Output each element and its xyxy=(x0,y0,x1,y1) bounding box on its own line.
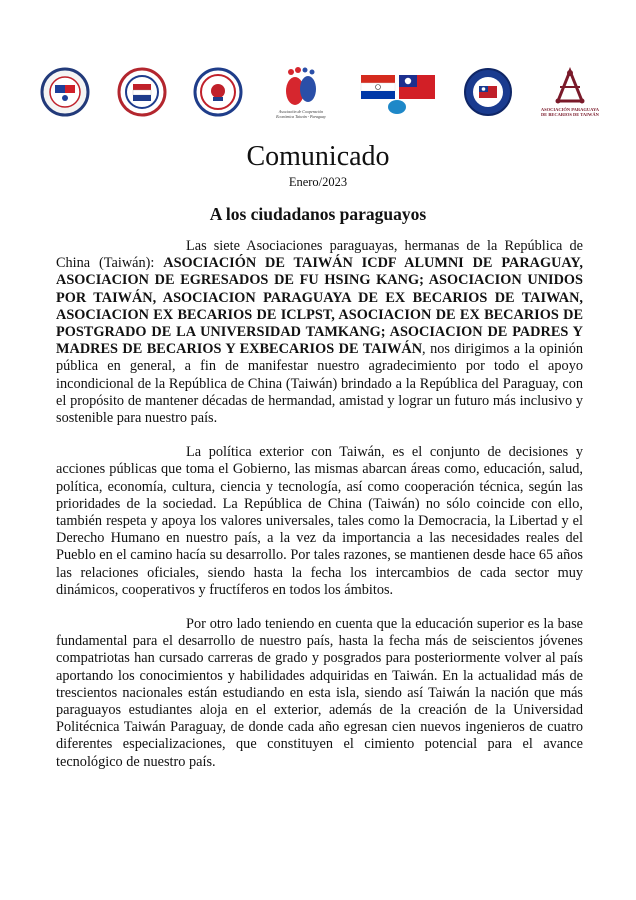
footprint-icon xyxy=(281,65,321,109)
seal-icon xyxy=(463,67,513,117)
logo-asociacion-icdf xyxy=(193,67,243,117)
emblem-icon xyxy=(552,67,588,107)
paragraph-1-intro: Las siete Asociaciones paraguayas, hermanas de la República de China (Taiwán): xyxy=(56,238,583,272)
document-body xyxy=(56,238,583,788)
logo-caption: Asociación de Cooperación Económica Taiwán - Paraguay xyxy=(276,109,326,119)
paragraph-1-rest: , nos dirigimos a la opinión pública en general, a fin de manifestar nuestro agradecimiento por todo el apoyo incondicional de la República de China (Taiwán) brindado a la República del Paraguay, con el propósito de mantener décadas de hermandad, amistad y lograr un futuro más inclusivo y sostenible para nuestro país. xyxy=(56,341,583,427)
logo-paraguaya-becarios-taiwan xyxy=(540,67,600,117)
logo-caption: ASOCIACIÓN PARAGUAYA DE BECARIOS DE TAIWÁN xyxy=(540,107,600,117)
document-heading: A los ciudadanos paraguayos xyxy=(209,204,427,224)
logo-asociacion-becarios xyxy=(117,67,167,117)
seal-icon xyxy=(117,67,167,117)
paragraph-3: Por otro lado teniendo en cuenta que la educación superior es la base fundamental para el desarrollo de nuestro país, hasta la fecha más de seiscientos jóvenes compatriotas han cursado carreras de grado y posgrados para posteriormente volver al país aportando los conocimientos y habilidades adquiridas en Taiwán. En la actualidad más de trescientos nacionales están estudiando en esta isla, siendo así Taiwán la nación que más paraguayos estudiantes aloja en el exterior, además de la creación de la Universidad Politécnica Taiwán Paraguay, de donde cada año egresan cien nuevos ingenieros de cuatro diferentes especializaciones, que constituyen el cimiento potencial para el avance tecnológico de nuestro país. xyxy=(56,616,583,770)
logo-unidos-por-taiwan xyxy=(40,67,90,117)
association-list: ASOCIACIÓN DE TAIWÁN ICDF ALUMNI DE PARAGUAY, ASOCIACION DE EGRESADOS DE FU HSING KANG; ASOCIACION UNIDOS POR TAIWÁN, ASOCIACION PARAGUAYA DE EX BECARIOS DE TAIWAN, ASOCIACION EX BECARIOS DE ICLPST, ASOCIACION DE EX BECARIOS DE POSTGRADO DE LA UNIVERSIDAD TAMKANG; ASOCIACION DE PADRES Y MADRES DE BECARIOS Y EXBECARIOS DE TAIWÁN xyxy=(56,255,584,358)
seal-icon xyxy=(40,67,90,117)
document-date: Enero/2023 xyxy=(288,175,348,189)
document-title: Comunicado xyxy=(246,141,390,172)
paragraph-1 xyxy=(56,238,583,427)
seal-icon xyxy=(193,67,243,117)
logo-flags-paraguay-taiwan xyxy=(359,67,437,117)
flags-icon xyxy=(359,67,437,117)
logo-asociacion-padres xyxy=(463,67,513,117)
logo-bar xyxy=(40,56,600,128)
logo-cooperacion-economica xyxy=(270,65,332,119)
paragraph-2: La política exterior con Taiwán, es el conjunto de decisiones y acciones públicas que toma el Gobierno, las mismas abarcan áreas como, educación, salud, política, economía, cultura, ciencia y tecnología, así como cooperación técnica, según las prioridades de la sociedad. La República de China (Taiwán) no sólo coincide con ello, también respeta y apoya los valores universales, tales como la Democracia, la Libertad y el Derecho Humano en nuestro país, a la vez da importancia a las necesidades reales del Pueblo en el camino hacía su desarrollo. Por tales razones, se mantienen desde hace 65 años las relaciones oficiales, siendo hasta la fecha los intercambios de cada sector muy dinámicos, cooperativos y fructíferos en todos los ámbitos. xyxy=(56,444,583,598)
